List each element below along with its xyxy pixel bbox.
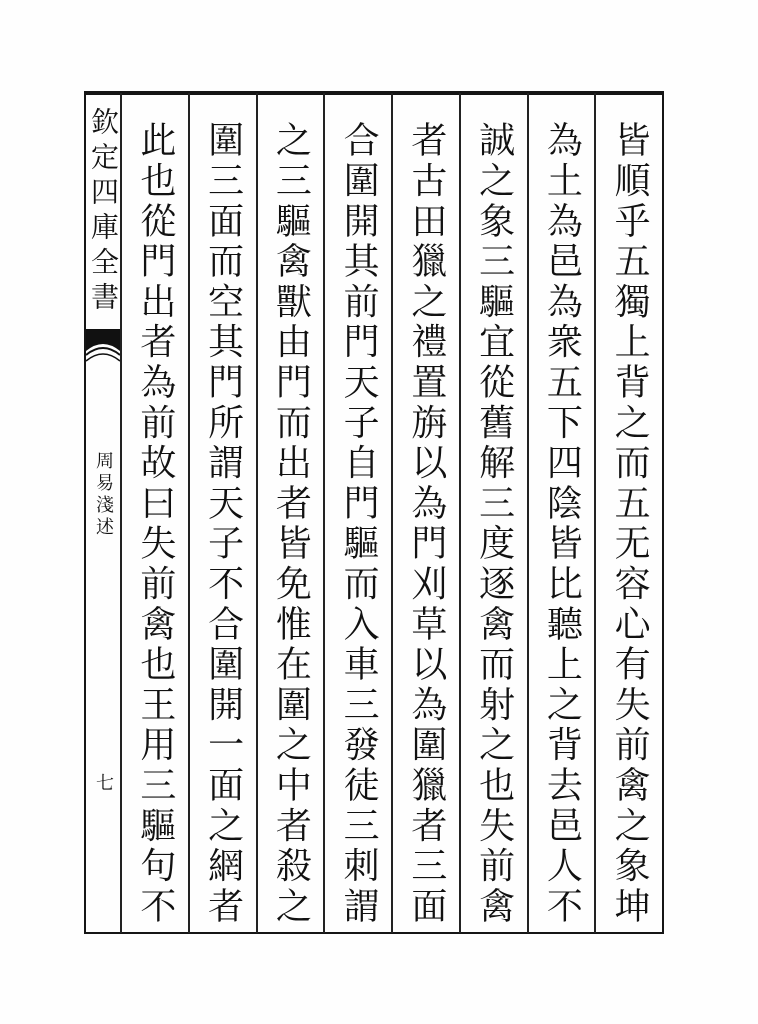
- column-text: 合圍開其前門天子自門驅而入車三發徒三刺謂: [338, 121, 380, 927]
- page-number: 七: [93, 773, 114, 791]
- text-column-8: [120, 93, 188, 933]
- column-text: 者古田獵之禮置旃以為門刈草以為圍獵者三面: [405, 121, 447, 927]
- column-text: 皆順乎五獨上背之而五无容心有失前禽之象坤: [609, 121, 651, 927]
- column-text: 為土為邑為衆五下四陰皆比聽上之背去邑人不: [541, 121, 583, 927]
- column-text: 誠之象三驅宜從舊解三度逐禽而射之也失前禽: [473, 121, 515, 927]
- column-text: 圍三面而空其門所謂天子不合圍開一面之網者: [202, 121, 244, 927]
- text-column-3: [459, 93, 527, 933]
- text-column-4: [391, 93, 459, 933]
- column-text: 此也從門出者為前故曰失前禽也王用三驅句不: [134, 121, 176, 927]
- text-column-5: [323, 93, 391, 933]
- fishtail-mark-icon: [86, 329, 120, 369]
- book-title: 周易淺述: [93, 451, 114, 539]
- column-text: 之三驅禽獸由門而出者皆免惟在圍之中者殺之: [270, 121, 312, 927]
- collection-title: 欽定四庫全書: [87, 107, 120, 317]
- text-column-2: [527, 93, 595, 933]
- text-column-7: [188, 93, 256, 933]
- page-margin-column: [86, 93, 120, 933]
- text-column-6: [256, 93, 324, 933]
- text-column-1: [594, 93, 662, 933]
